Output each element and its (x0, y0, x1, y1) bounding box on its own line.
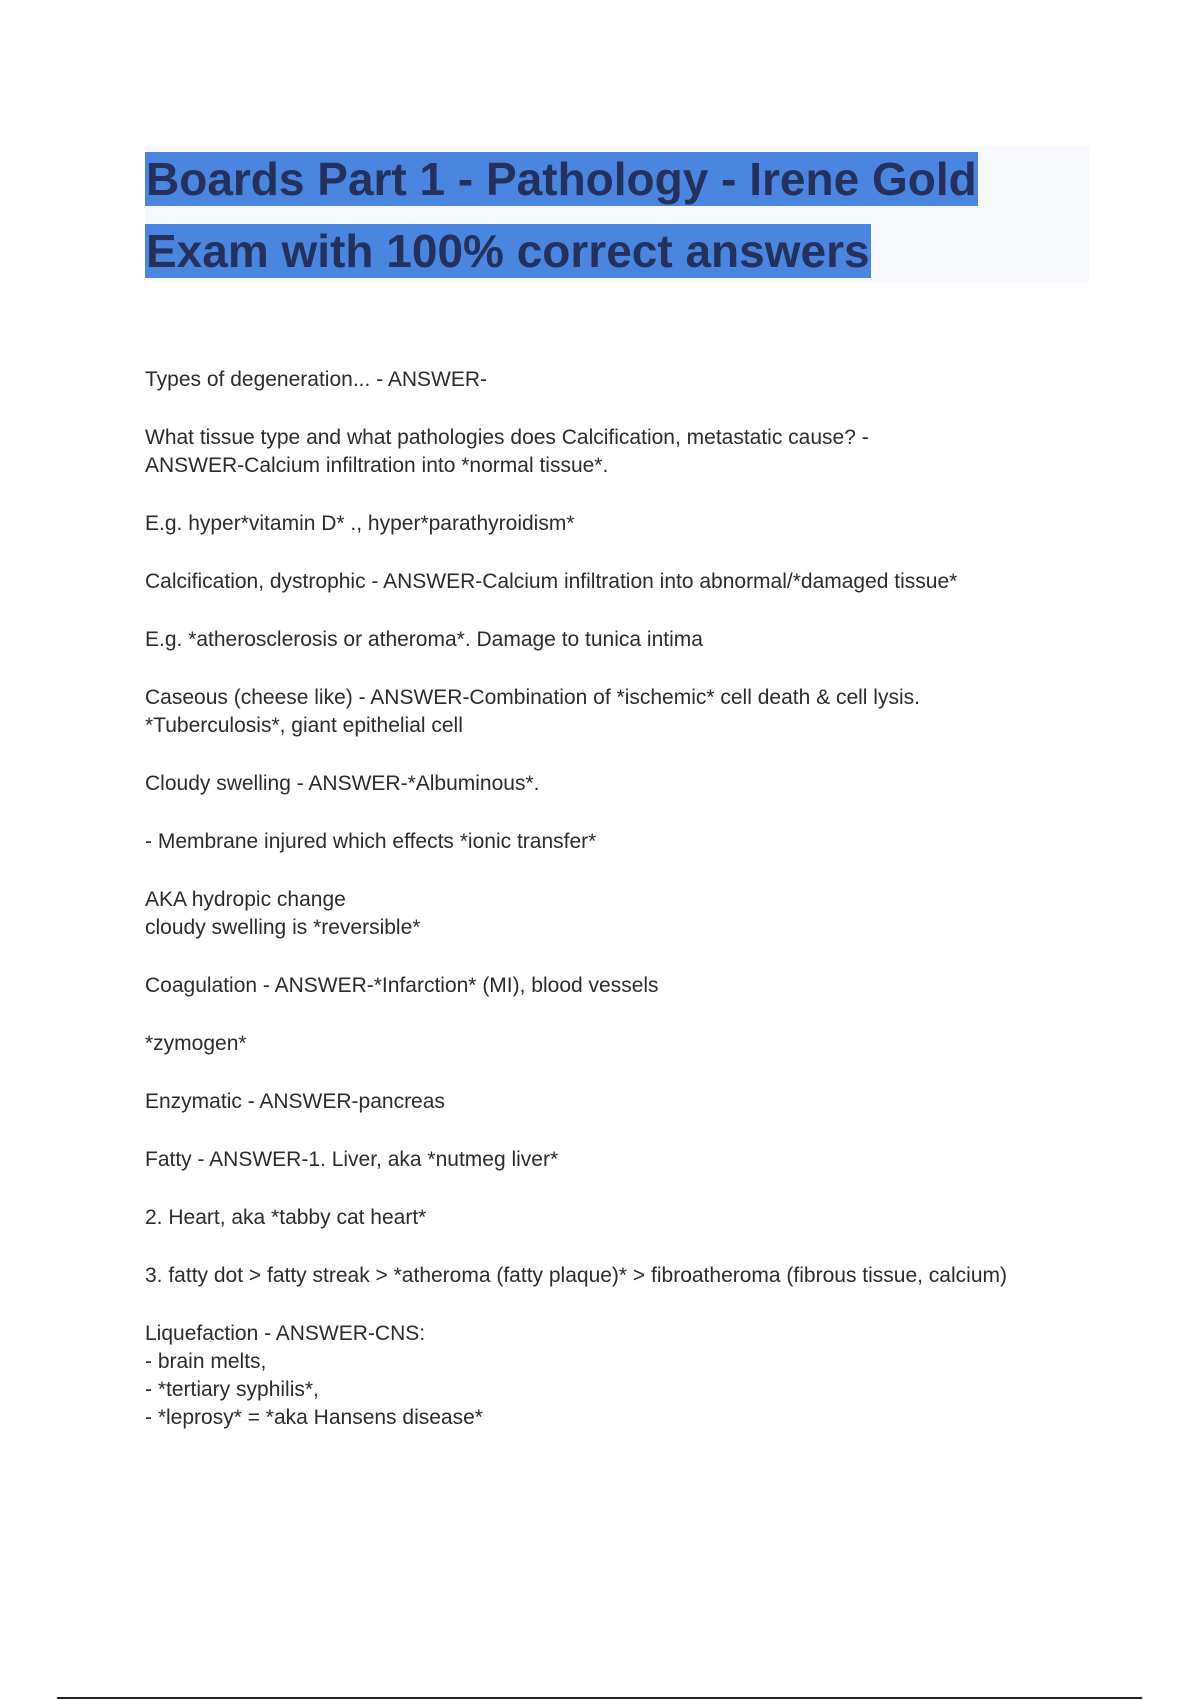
paragraph-gap (145, 1000, 1075, 1030)
text-line: *Tuberculosis*, giant epithelial cell (145, 714, 463, 737)
paragraph (145, 770, 1075, 798)
document-body (145, 366, 1075, 1432)
paragraph-gap (145, 1058, 1075, 1088)
paragraph (145, 1146, 1075, 1174)
text-line: - brain melts, (145, 1350, 267, 1373)
paragraph (145, 626, 1075, 654)
text-line: 2. Heart, aka *tabby cat heart* (145, 1206, 427, 1229)
paragraph (145, 568, 1075, 596)
text-line: 3. fatty dot > fatty streak > *atheroma (fatty plaque)* > fibroatheroma (fibrous tissue, calcium) (145, 1264, 1007, 1287)
paragraph (145, 1088, 1075, 1116)
paragraph (145, 828, 1075, 856)
text-line: Enzymatic - ANSWER-pancreas (145, 1090, 445, 1113)
paragraph (145, 1262, 1075, 1290)
text-line: Calcification, dystrophic - ANSWER-Calcium infiltration into abnormal/*damaged tissue* (145, 570, 958, 593)
paragraph-gap (145, 942, 1075, 972)
title-block (145, 146, 1089, 282)
paragraph-gap (145, 1290, 1075, 1320)
paragraph (145, 366, 1075, 394)
text-line: Cloudy swelling - ANSWER-*Albuminous*. (145, 772, 540, 795)
paragraph (145, 1030, 1075, 1058)
paragraph-gap (145, 394, 1075, 424)
paragraph-gap (145, 1116, 1075, 1146)
text-line: - Membrane injured which effects *ionic transfer* (145, 830, 597, 853)
paragraph (145, 424, 1075, 480)
text-line: cloudy swelling is *reversible* (145, 916, 421, 939)
text-line: AKA hydropic change (145, 888, 346, 911)
document-title (145, 146, 1089, 290)
text-line: ANSWER-Calcium infiltration into *normal tissue*. (145, 454, 609, 477)
paragraph (145, 886, 1075, 942)
text-line: Coagulation - ANSWER-*Infarction* (MI), blood vessels (145, 974, 659, 997)
paragraph-gap (145, 798, 1075, 828)
paragraph (145, 684, 1075, 740)
paragraph (145, 510, 1075, 538)
text-line: Caseous (cheese like) - ANSWER-Combination of *ischemic* cell death & cell lysis. (145, 686, 920, 709)
paragraph-gap (145, 856, 1075, 886)
paragraph (145, 1204, 1075, 1232)
text-line: E.g. hyper*vitamin D* ., hyper*parathyroidism* (145, 512, 575, 535)
text-line: What tissue type and what pathologies does Calcification, metastatic cause? - (145, 426, 869, 449)
paragraph-gap (145, 480, 1075, 510)
page-bottom-rule (57, 1697, 1142, 1699)
text-line: Types of degeneration... - ANSWER- (145, 368, 487, 391)
paragraph-gap (145, 596, 1075, 626)
text-line: - *leprosy* = *aka Hansens disease* (145, 1406, 483, 1429)
paragraph (145, 1320, 1075, 1432)
text-line: - *tertiary syphilis*, (145, 1378, 319, 1401)
text-line: Fatty - ANSWER-1. Liver, aka *nutmeg liver* (145, 1148, 559, 1171)
paragraph-gap (145, 740, 1075, 770)
paragraph-gap (145, 1232, 1075, 1262)
text-line: Liquefaction - ANSWER-CNS: (145, 1322, 426, 1345)
paragraph-gap (145, 1174, 1075, 1204)
text-line: E.g. *atherosclerosis or atheroma*. Damage to tunica intima (145, 628, 703, 651)
text-line: *zymogen* (145, 1032, 247, 1055)
title-line-2: Exam with 100% correct answers (146, 225, 870, 277)
title-line-1: Boards Part 1 - Pathology - Irene Gold (146, 153, 977, 205)
paragraph-gap (145, 654, 1075, 684)
paragraph-gap (145, 538, 1075, 568)
paragraph (145, 972, 1075, 1000)
